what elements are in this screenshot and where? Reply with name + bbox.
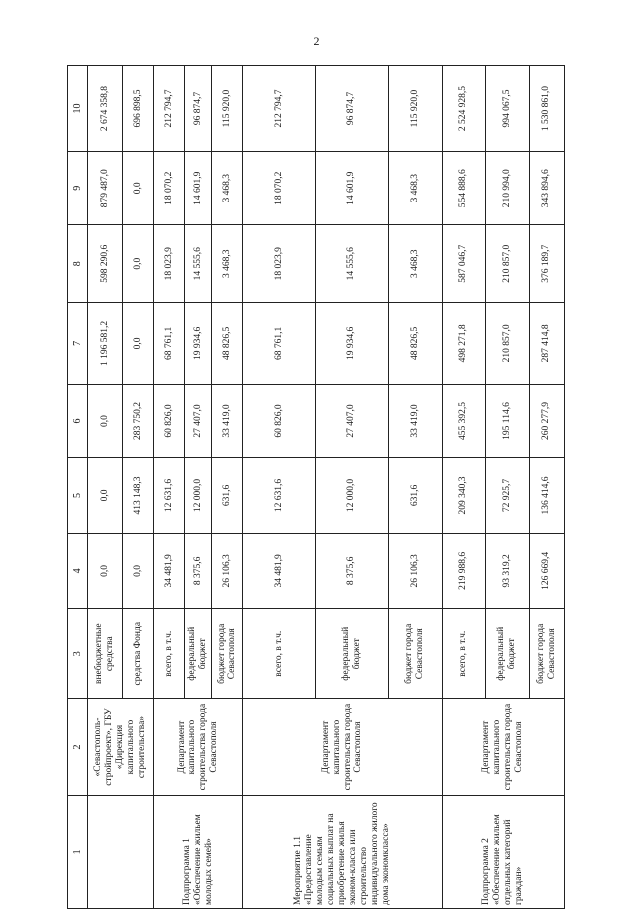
value-cell: 1 196 581,2 — [88, 303, 123, 385]
col-header: 8 — [68, 225, 88, 303]
value-cell: 631,6 — [388, 458, 442, 533]
program-cell: Подпрограмма 1 «Обеспечение жильем молодых семей» — [154, 795, 243, 908]
value-cell: 413 148,3 — [123, 458, 154, 533]
value-cell: 3 468,3 — [212, 152, 243, 225]
program-cell: Подпрограмма 2 «Обеспечение жильем отдельных категорий граждан» — [442, 795, 564, 908]
value-cell: 26 106,3 — [212, 533, 243, 608]
value-cell: 27 407,0 — [316, 384, 389, 457]
program-cell — [88, 795, 154, 908]
value-cell: 879 487,0 — [88, 152, 123, 225]
value-cell: 14 601,9 — [316, 152, 389, 225]
rotated-table-container — [67, 65, 565, 909]
value-cell: 210 857,0 — [486, 225, 530, 303]
source-cell: федеральный бюджет — [486, 609, 530, 699]
value-cell: 195 114,6 — [486, 384, 530, 457]
value-cell: 287 414,8 — [529, 303, 564, 385]
value-cell: 283 750,2 — [123, 384, 154, 457]
source-cell: внебюджетные средства — [88, 609, 123, 699]
value-cell: 115 920,0 — [388, 66, 442, 152]
value-cell: 12 631,6 — [154, 458, 185, 533]
col-header: 7 — [68, 303, 88, 385]
value-cell: 3 468,3 — [388, 225, 442, 303]
value-cell: 212 794,7 — [243, 66, 316, 152]
table-row — [442, 66, 486, 909]
value-cell: 3 468,3 — [212, 225, 243, 303]
value-cell: 3 468,3 — [388, 152, 442, 225]
value-cell: 12 000,0 — [316, 458, 389, 533]
value-cell: 219 988,6 — [442, 533, 486, 608]
executor-cell: «Севастополь-стройпроект», ГБУ «Дирекция капитального строительства» — [88, 699, 154, 795]
value-cell: 2 524 928,5 — [442, 66, 486, 152]
value-cell: 212 794,7 — [154, 66, 185, 152]
value-cell: 2 674 358,8 — [88, 66, 123, 152]
value-cell: 34 481,9 — [154, 533, 185, 608]
value-cell: 18 070,2 — [243, 152, 316, 225]
value-cell: 343 894,6 — [529, 152, 564, 225]
source-cell: федеральный бюджет — [316, 609, 389, 699]
value-cell: 68 761,1 — [154, 303, 185, 385]
value-cell: 18 023,9 — [243, 225, 316, 303]
value-cell: 8 375,6 — [185, 533, 212, 608]
value-cell: 0,0 — [123, 225, 154, 303]
source-cell: всего, в т.ч. — [243, 609, 316, 699]
col-header: 4 — [68, 533, 88, 608]
value-cell: 48 826,5 — [212, 303, 243, 385]
source-cell: бюджет города Севастополя — [388, 609, 442, 699]
value-cell: 498 271,8 — [442, 303, 486, 385]
value-cell: 210 857,0 — [486, 303, 530, 385]
budget-table — [67, 65, 565, 909]
value-cell: 72 925,7 — [486, 458, 530, 533]
source-cell: всего, в т.ч. — [442, 609, 486, 699]
program-cell: Мероприятие 1.1 «Предоставление молодым семьям социальных выплат на приобретение жилья эконом-класса или строительство индивидуального жилого дома экономкласса» — [243, 795, 442, 908]
value-cell: 96 874,7 — [185, 66, 212, 152]
value-cell: 19 934,6 — [316, 303, 389, 385]
col-header: 9 — [68, 152, 88, 225]
value-cell: 0,0 — [88, 533, 123, 608]
source-cell: бюджет города Севастополя — [212, 609, 243, 699]
table-row — [243, 66, 316, 909]
value-cell: 19 934,6 — [185, 303, 212, 385]
value-cell: 260 277,9 — [529, 384, 564, 457]
value-cell: 994 067,5 — [486, 66, 530, 152]
table-body — [88, 66, 565, 909]
value-cell: 12 000,0 — [185, 458, 212, 533]
executor-cell: Департамент капитального строительства города Севастополя — [154, 699, 243, 795]
value-cell: 126 669,4 — [529, 533, 564, 608]
table-row — [154, 66, 185, 909]
value-cell: 0,0 — [88, 458, 123, 533]
executor-cell: Департамент капитального строительства города Севастополя — [442, 699, 564, 795]
value-cell: 68 761,1 — [243, 303, 316, 385]
source-cell: федеральный бюджет — [185, 609, 212, 699]
value-cell: 1 530 861,0 — [529, 66, 564, 152]
page-number: 2 — [313, 34, 320, 48]
value-cell: 210 994,0 — [486, 152, 530, 225]
value-cell: 0,0 — [123, 152, 154, 225]
value-cell: 554 888,6 — [442, 152, 486, 225]
value-cell: 12 631,6 — [243, 458, 316, 533]
col-header: 6 — [68, 384, 88, 457]
value-cell: 33 419,0 — [388, 384, 442, 457]
col-header: 5 — [68, 458, 88, 533]
value-cell: 18 070,2 — [154, 152, 185, 225]
value-cell: 18 023,9 — [154, 225, 185, 303]
value-cell: 0,0 — [123, 303, 154, 385]
value-cell: 631,6 — [212, 458, 243, 533]
value-cell: 209 340,3 — [442, 458, 486, 533]
value-cell: 34 481,9 — [243, 533, 316, 608]
value-cell: 696 898,5 — [123, 66, 154, 152]
value-cell: 0,0 — [88, 384, 123, 457]
value-cell: 60 826,0 — [243, 384, 316, 457]
value-cell: 48 826,5 — [388, 303, 442, 385]
source-cell: средства Фонда — [123, 609, 154, 699]
value-cell: 136 414,6 — [529, 458, 564, 533]
table-row — [88, 66, 123, 909]
value-cell: 376 189,7 — [529, 225, 564, 303]
source-cell: всего, в т.ч. — [154, 609, 185, 699]
value-cell: 455 392,5 — [442, 384, 486, 457]
value-cell: 598 290,6 — [88, 225, 123, 303]
value-cell: 27 407,0 — [185, 384, 212, 457]
executor-cell: Департамент капитального строительства города Севастополя — [243, 699, 442, 795]
col-header: 2 — [68, 699, 88, 795]
col-header: 10 — [68, 66, 88, 152]
value-cell: 0,0 — [123, 533, 154, 608]
value-cell: 96 874,7 — [316, 66, 389, 152]
value-cell: 115 920,0 — [212, 66, 243, 152]
value-cell: 8 375,6 — [316, 533, 389, 608]
value-cell: 33 419,0 — [212, 384, 243, 457]
header-row — [68, 66, 88, 909]
value-cell: 93 319,2 — [486, 533, 530, 608]
value-cell: 587 046,7 — [442, 225, 486, 303]
col-header: 3 — [68, 609, 88, 699]
value-cell: 14 601,9 — [185, 152, 212, 225]
value-cell: 60 826,0 — [154, 384, 185, 457]
value-cell: 14 555,6 — [185, 225, 212, 303]
col-header: 1 — [68, 795, 88, 908]
value-cell: 14 555,6 — [316, 225, 389, 303]
value-cell: 26 106,3 — [388, 533, 442, 608]
source-cell: бюджет города Севастополя — [529, 609, 564, 699]
